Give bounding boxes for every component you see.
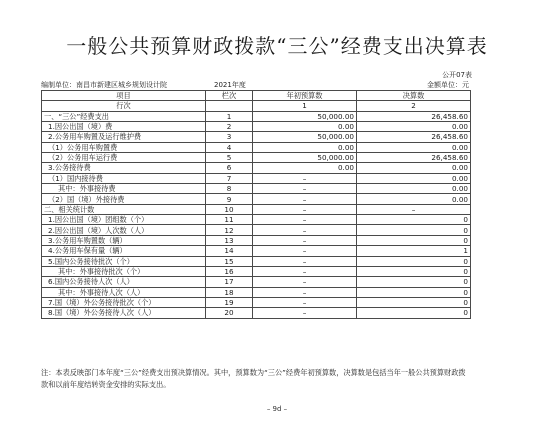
row-line-number: 9 [206, 194, 253, 204]
row-item-name: 2.公务用车购置及运行维护费 [42, 132, 206, 142]
table-row [42, 256, 471, 266]
subheader-final: 2 [357, 101, 471, 111]
year-label: 2021年度 [214, 81, 246, 89]
header-final: 决算数 [357, 91, 471, 101]
row-line-number: 16 [206, 266, 253, 276]
row-budget-value: – [253, 225, 357, 235]
row-line-number: 4 [206, 142, 253, 152]
row-line-number: 11 [206, 215, 253, 225]
row-item-name: 3.公务接待费 [42, 163, 206, 173]
row-item-name: （1）公务用车购置费 [42, 142, 206, 152]
table-row [42, 122, 471, 132]
unit-label: 金额单位：元 [427, 81, 469, 89]
table-row [42, 173, 471, 183]
row-budget-value: – [253, 204, 357, 214]
row-item-name: 2.因公出国（境）人次数（人） [42, 225, 206, 235]
meta-row [41, 80, 469, 90]
row-budget-value: – [253, 215, 357, 225]
row-final-value: 0 [357, 266, 471, 276]
header-row [42, 91, 471, 101]
row-budget-value: – [253, 287, 357, 297]
subheader-item: 行次 [42, 101, 206, 111]
row-final-value: 0 [357, 235, 471, 245]
table-row [42, 308, 471, 318]
row-final-value: 0.00 [357, 173, 471, 183]
row-final-value: 0.00 [357, 184, 471, 194]
row-final-value: 0 [357, 215, 471, 225]
row-item-name: （2）国（境）外接待费 [42, 194, 206, 204]
expenditure-table [41, 90, 471, 319]
row-final-value: 26,458.60 [357, 132, 471, 142]
form-code: 公开07表 [442, 71, 472, 79]
row-item-name: 7.国（境）外公务接待批次（个） [42, 297, 206, 307]
row-item-name: 1.因公出国（境）费 [42, 122, 206, 132]
row-item-name: （2）公务用车运行费 [42, 153, 206, 163]
row-line-number: 3 [206, 132, 253, 142]
row-item-name: 5.国内公务接待批次（个） [42, 256, 206, 266]
row-final-value: 0 [357, 287, 471, 297]
row-final-value: 0 [357, 256, 471, 266]
row-line-number: 1 [206, 111, 253, 121]
table-row [42, 246, 471, 256]
row-budget-value: 0.00 [253, 142, 357, 152]
row-line-number: 2 [206, 122, 253, 132]
row-final-value: 0.00 [357, 194, 471, 204]
row-budget-value: – [253, 266, 357, 276]
subheader-col-no [206, 101, 253, 111]
row-final-value: 0 [357, 308, 471, 318]
table-row [42, 204, 471, 214]
header-budget: 年初预算数 [253, 91, 357, 101]
table-row [42, 225, 471, 235]
row-final-value: 26,458.60 [357, 111, 471, 121]
row-line-number: 6 [206, 163, 253, 173]
row-budget-value: – [253, 256, 357, 266]
row-final-value: 26,458.60 [357, 153, 471, 163]
row-line-number: 19 [206, 297, 253, 307]
table-row [42, 277, 471, 287]
table-row [42, 142, 471, 152]
table-row [42, 132, 471, 142]
page-number: – 9d – [266, 405, 288, 413]
row-final-value: 0.00 [357, 122, 471, 132]
table-row [42, 163, 471, 173]
table-row [42, 153, 471, 163]
row-final-value: 0 [357, 277, 471, 287]
row-item-name: 1.因公出国（境）团组数（个） [42, 215, 206, 225]
row-item-name: 其中：外事接待批次（个） [42, 266, 206, 276]
subheader-row [42, 101, 471, 111]
table-row [42, 184, 471, 194]
row-budget-value: – [253, 235, 357, 245]
table-row [42, 111, 471, 121]
row-item-name: 3.公务用车购置数（辆） [42, 235, 206, 245]
table-row [42, 287, 471, 297]
row-item-name: 一、“三公”经费支出 [42, 111, 206, 121]
table-row [42, 266, 471, 276]
page-title: 一般公共预算财政拨款“三公”经费支出决算表 [66, 34, 488, 58]
row-budget-value: – [253, 246, 357, 256]
row-budget-value: 0.00 [253, 122, 357, 132]
table-row [42, 215, 471, 225]
row-line-number: 5 [206, 153, 253, 163]
row-budget-value: – [253, 277, 357, 287]
row-budget-value: – [253, 297, 357, 307]
table-row [42, 194, 471, 204]
row-final-value: 0 [357, 297, 471, 307]
row-budget-value: 50,000.00 [253, 153, 357, 163]
table-row [42, 235, 471, 245]
row-line-number: 20 [206, 308, 253, 318]
row-item-name: （1）国内接待费 [42, 173, 206, 183]
row-final-value: 0 [357, 225, 471, 235]
row-item-name: 其中：外事接待人次（人） [42, 287, 206, 297]
row-line-number: 15 [206, 256, 253, 266]
row-item-name: 4.公务用车保有量（辆） [42, 246, 206, 256]
row-line-number: 18 [206, 287, 253, 297]
header-item: 项目 [42, 91, 206, 101]
row-budget-value: 0.00 [253, 163, 357, 173]
row-budget-value: – [253, 173, 357, 183]
subheader-budget: 1 [253, 101, 357, 111]
org-label: 编制单位：南昌市新建区城乡规划设计院 [41, 81, 167, 89]
row-line-number: 14 [206, 246, 253, 256]
row-item-name: 其中：外事接待费 [42, 184, 206, 194]
header-col-no: 栏次 [206, 91, 253, 101]
row-final-value: 0.00 [357, 163, 471, 173]
table-row [42, 297, 471, 307]
row-final-value: 1 [357, 246, 471, 256]
row-budget-value: 50,000.00 [253, 132, 357, 142]
row-line-number: 8 [206, 184, 253, 194]
row-budget-value: 50,000.00 [253, 111, 357, 121]
row-budget-value: – [253, 194, 357, 204]
row-line-number: 13 [206, 235, 253, 245]
row-budget-value: – [253, 184, 357, 194]
row-final-value: 0.00 [357, 142, 471, 152]
row-line-number: 7 [206, 173, 253, 183]
row-line-number: 17 [206, 277, 253, 287]
footnote: 注：本表反映部门本年度“三公”经费支出预决算情况。其中，预算数为“三公”经费年初预算数，决算数是包括当年一般公共预算财政拨款和以前年度结转资金安排的实际支出。 [41, 368, 466, 389]
row-item-name: 二、相关统计数 [42, 204, 206, 214]
row-item-name: 6.国内公务接待人次（人） [42, 277, 206, 287]
row-line-number: 10 [206, 204, 253, 214]
row-line-number: 12 [206, 225, 253, 235]
row-budget-value: – [253, 308, 357, 318]
row-item-name: 8.国（境）外公务接待人次（人） [42, 308, 206, 318]
row-final-value: – [357, 204, 471, 214]
